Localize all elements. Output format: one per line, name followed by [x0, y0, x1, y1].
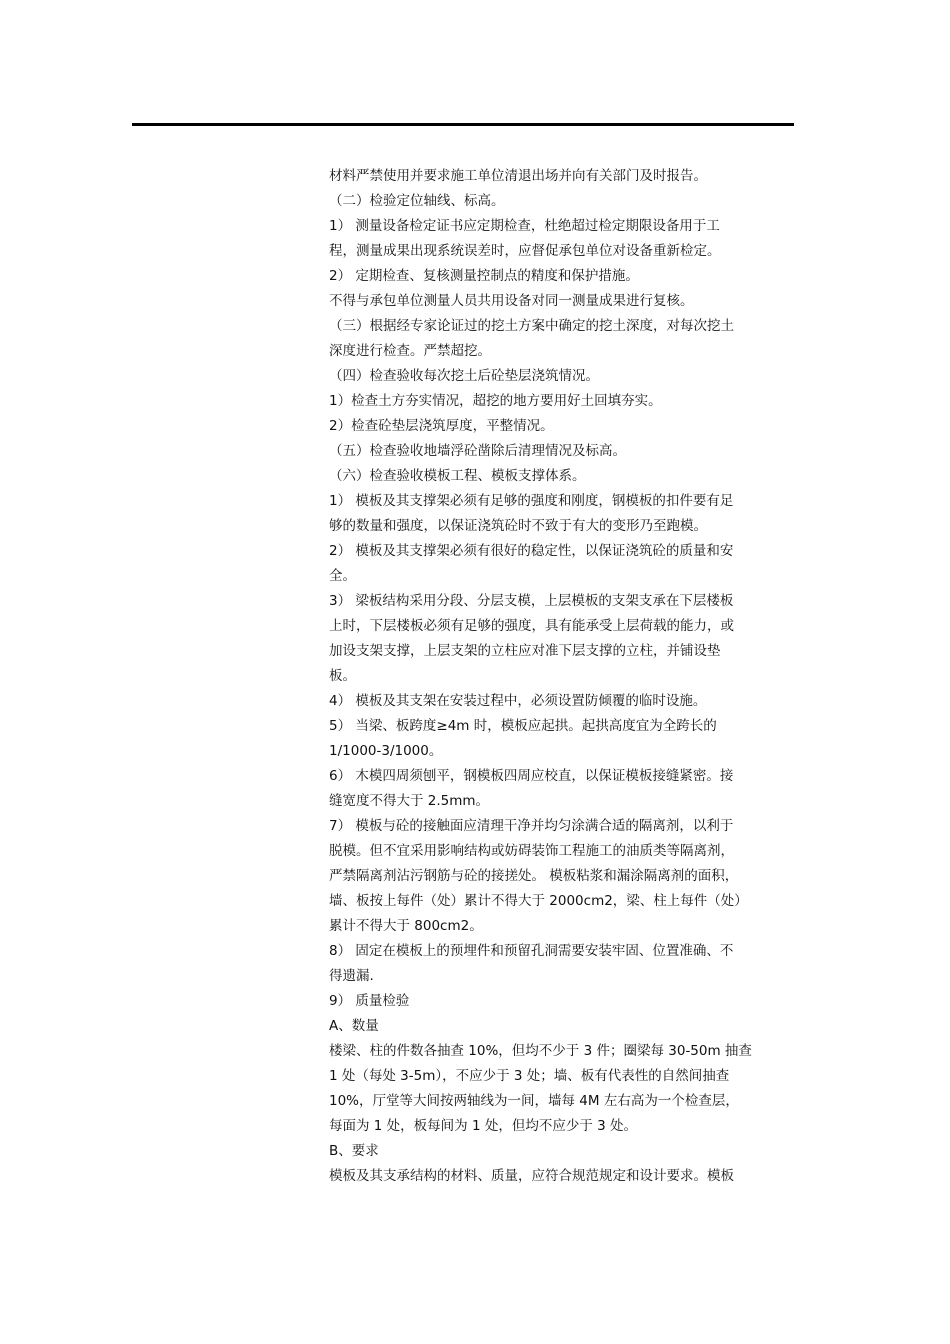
text-line: 2）检查砼垫层浇筑厚度，平整情况。: [329, 418, 554, 434]
text-line: （三）根据经专家论证过的挖土方案中确定的挖土深度，对每次挖土: [329, 318, 734, 334]
text-line: 模板及其支承结构的材料、质量，应符合规范规定和设计要求。模板: [329, 1168, 734, 1184]
text-line: 深度进行检查。严禁超挖。: [329, 343, 491, 359]
text-line: 加设支架支撑，上层支架的立柱应对准下层支撑的立柱，并铺设垫: [329, 643, 721, 659]
text-line: 1/1000-3/1000。: [329, 743, 443, 759]
text-line: B、要求: [329, 1143, 379, 1159]
text-line: 5） 当梁、板跨度≥4m 时，模板应起拱。起拱高度宜为全跨长的: [329, 718, 717, 734]
text-line: 得遗漏.: [329, 968, 374, 984]
text-line: （二）检验定位轴线、标高。: [329, 193, 505, 209]
text-line: 6） 木模四周须刨平，钢模板四周应校直，以保证模板接缝紧密。接: [329, 768, 734, 784]
text-line: （四）检查验收每次挖土后砼垫层浇筑情况。: [329, 368, 599, 384]
text-line: 上时，下层楼板必须有足够的强度，具有能承受上层荷载的能力，或: [329, 618, 734, 634]
text-line: 严禁隔离剂沾污钢筋与砼的接搓处。 模板粘浆和漏涂隔离剂的面积，: [329, 868, 739, 884]
text-line: 全。: [329, 568, 356, 584]
text-line: 10%，厅堂等大间按两轴线为一间，墙每 4M 左右高为一个检查层，: [329, 1093, 739, 1109]
text-line: 累计不得大于 800cm2。: [329, 918, 483, 934]
text-line: （五）检查验收地墙浮砼凿除后清理情况及标高。: [329, 443, 626, 459]
text-line: 1） 模板及其支撑架必须有足够的强度和刚度，钢模板的扣件要有足: [329, 493, 734, 509]
text-line: 板。: [329, 668, 356, 684]
text-line: 2） 定期检查、复核测量控制点的精度和保护措施。: [329, 268, 639, 284]
document-body: [329, 164, 765, 1189]
text-line: 缝宽度不得大于 2.5mm。: [329, 793, 490, 809]
text-line: 7） 模板与砼的接触面应清理干净并均匀涂满合适的隔离剂，以利于: [329, 818, 734, 834]
text-line: 3） 梁板结构采用分段、分层支模，上层模板的支架支承在下层楼板: [329, 593, 734, 609]
text-line: 够的数量和强度，以保证浇筑砼时不致于有大的变形乃至跑模。: [329, 518, 707, 534]
text-line: 2） 模板及其支撑架必须有很好的稳定性，以保证浇筑砼的质量和安: [329, 543, 734, 559]
text-line: 1）检查土方夯实情况，超挖的地方要用好土回填夯实。: [329, 393, 662, 409]
text-line: A、数量: [329, 1018, 379, 1034]
text-line: 墙、板按上每件（处）累计不得大于 2000cm2，梁、柱上每件（处）: [329, 893, 748, 909]
text-line: 每面为 1 处，板每间为 1 处，但均不应少于 3 处。: [329, 1118, 638, 1134]
text-line: 4） 模板及其支架在安装过程中，必须设置防倾覆的临时设施。: [329, 693, 707, 709]
text-line: 材料严禁使用并要求施工单位清退出场并向有关部门及时报告。: [329, 168, 707, 184]
text-line: 1） 测量设备检定证书应定期检查，杜绝超过检定期限设备用于工: [329, 218, 720, 234]
text-line: 1 处（每处 3-5m），不应少于 3 处；墙、板有代表性的自然间抽查: [329, 1068, 730, 1084]
text-line: 不得与承包单位测量人员共用设备对同一测量成果进行复核。: [329, 293, 694, 309]
text-line: 9） 质量检验: [329, 993, 410, 1009]
header-rule: [132, 123, 794, 126]
text-line: （六）检查验收模板工程、模板支撑体系。: [329, 468, 586, 484]
text-line: 8） 固定在模板上的预埋件和预留孔洞需要安装牢固、位置准确、不: [329, 943, 734, 959]
text-line: 楼梁、柱的件数各抽查 10%，但均不少于 3 件；圈梁每 30-50m 抽查: [329, 1043, 752, 1059]
text-line: 脱模。但不宜采用影响结构或妨碍装饰工程施工的油质类等隔离剂，: [329, 843, 734, 859]
text-line: 程，测量成果出现系统误差时，应督促承包单位对设备重新检定。: [329, 243, 721, 259]
